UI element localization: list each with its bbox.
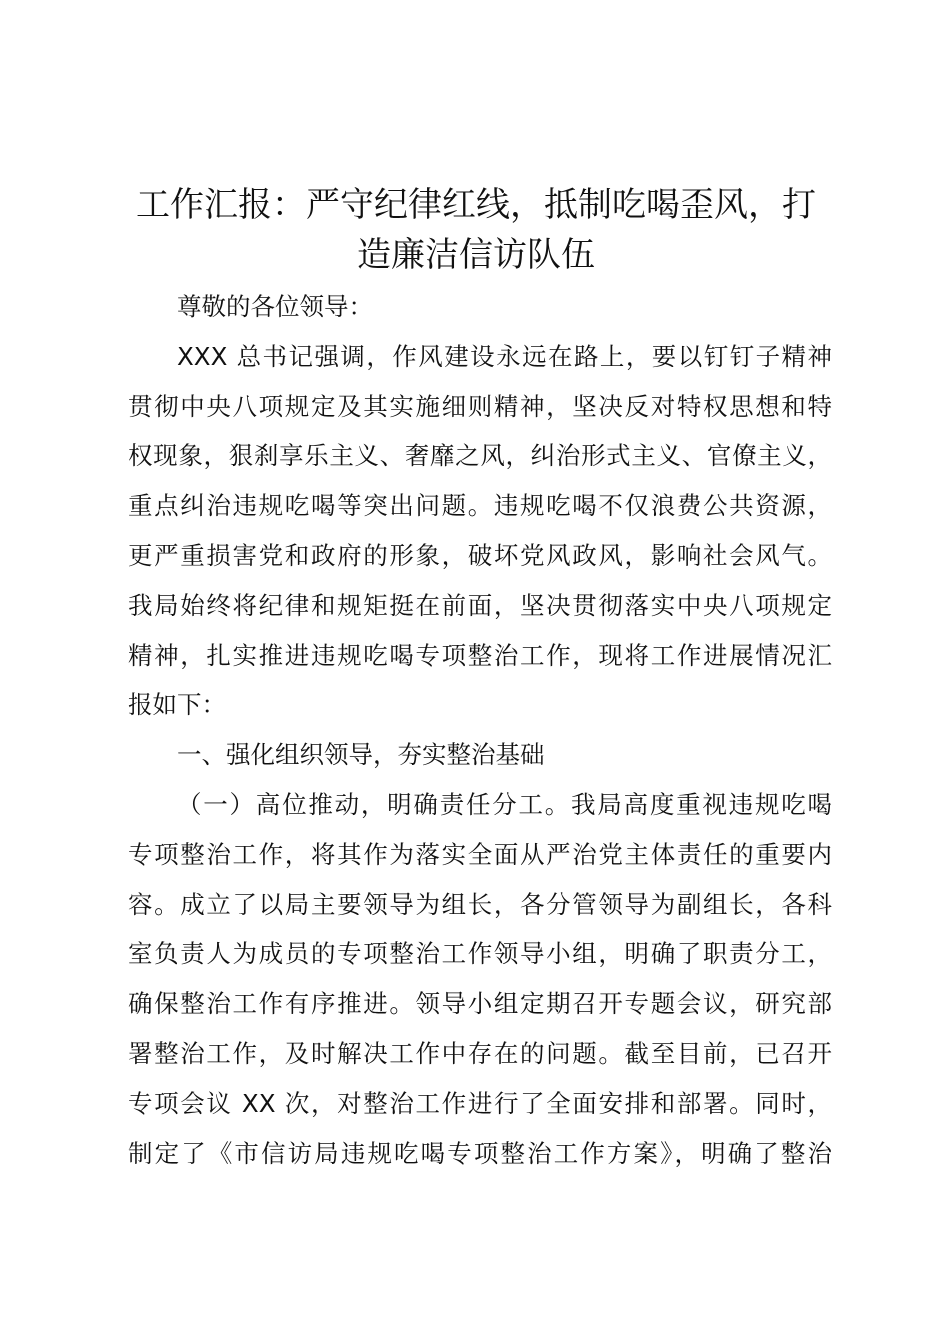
- paragraph-line: 专项会议 XX 次，对整治工作进行了全面安排和部署。同时，: [128, 1088, 832, 1118]
- paragraph-line: 专项整治工作，将其作为落实全面从严治党主体责任的重要内: [128, 839, 832, 869]
- paragraph-line: 权现象，狠刹享乐主义、奢靡之风，纠治形式主义、官僚主义，: [128, 441, 832, 471]
- paragraph-line: 报如下：: [128, 690, 226, 720]
- document-body: [128, 282, 832, 1178]
- paragraph-line: 精神，扎实推进违规吃喝专项整治工作，现将工作进展情况汇: [128, 640, 832, 670]
- document-title: [120, 180, 832, 280]
- paragraph-line: 贯彻中央八项规定及其实施细则精神，坚决反对特权思想和特: [128, 391, 832, 421]
- paragraph-line: XXX 总书记强调，作风建设永远在路上，要以钉钉子精神: [177, 341, 832, 371]
- paragraph-line: 我局始终将纪律和规矩挺在前面，坚决贯彻落实中央八项规定: [128, 590, 832, 620]
- paragraph-line: 更严重损害党和政府的形象，破坏党风政风，影响社会风气。: [128, 540, 832, 570]
- paragraph-line: 制定了《市信访局违规吃喝专项整治工作方案》，明确了整治: [128, 1138, 832, 1168]
- paragraph-line: 署整治工作，及时解决工作中存在的问题。截至目前，已召开: [128, 1038, 832, 1068]
- section-heading: 一、强化组织领导，夯实整治基础: [177, 740, 545, 770]
- paragraph-intro: [128, 332, 832, 730]
- salutation: 尊敬的各位领导：: [177, 292, 373, 321]
- paragraph-line: （一）高位推动，明确责任分工。我局高度重视违规吃喝: [177, 789, 832, 819]
- paragraph-section-1-1: [128, 780, 832, 1178]
- title-line-2: 造廉洁信访队伍: [357, 235, 595, 275]
- title-line-1: 工作汇报：严守纪律红线，抵制吃喝歪风，打: [136, 185, 816, 225]
- paragraph-line: 重点纠治违规吃喝等突出问题。违规吃喝不仅浪费公共资源，: [128, 491, 832, 521]
- section-heading-1: [128, 730, 832, 780]
- paragraph-line: 确保整治工作有序推进。领导小组定期召开专题会议，研究部: [128, 989, 832, 1019]
- paragraph-line: 容。成立了以局主要领导为组长，各分管领导为副组长，各科: [128, 889, 832, 919]
- paragraph-line: 室负责人为成员的专项整治工作领导小组，明确了职责分工，: [128, 939, 832, 969]
